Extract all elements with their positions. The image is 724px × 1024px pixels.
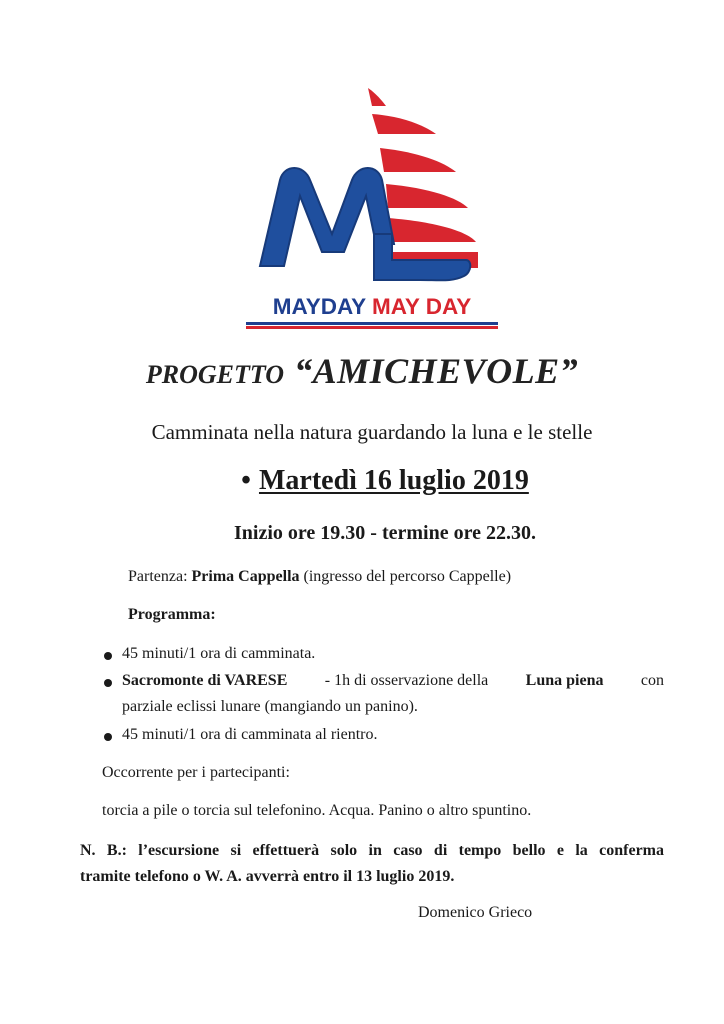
subtitle: Camminata nella natura guardando la luna e le stelle: [151, 420, 593, 444]
note-line-1: N. B.: l’escursione si effettuerà solo in caso di tempo bello e la conferma: [80, 842, 664, 859]
program-item-2-end: con: [640, 672, 664, 689]
title-prefix: PROGETTO: [145, 360, 285, 389]
program-item-2-place: Sacromonte di VARESE: [122, 672, 288, 689]
logo-word-red: MAY DAY: [372, 294, 472, 319]
bullet-2: [104, 679, 112, 687]
note-line-2: tramite telefono o W. A. avverrà entro il 13 luglio 2019.: [80, 868, 455, 885]
logo-word-blue: MAYDAY: [272, 294, 366, 319]
supplies-heading: Occorrente per i partecipanti:: [102, 764, 290, 781]
date-bullet: •: [241, 465, 251, 496]
departure-place: Prima Cappella: [191, 568, 300, 585]
signature: Domenico Grieco: [418, 904, 533, 921]
title-name: “AMICHEVOLE”: [294, 351, 579, 391]
program-item-3: 45 minuti/1 ora di camminata al rientro.: [122, 726, 378, 743]
mayday-logo: [240, 84, 510, 334]
program-item-2-moon: Luna piena: [525, 672, 604, 689]
event-date: [0, 465, 724, 497]
page-title: [0, 350, 724, 392]
program-item-1: 45 minuti/1 ora di camminata.: [122, 645, 316, 662]
program-item-2-line2: parziale eclissi lunare (mangiando un panino).: [122, 698, 418, 715]
program-item-2: [122, 672, 664, 690]
bullet-3: [104, 733, 112, 741]
departure-label: Partenza:: [128, 568, 188, 585]
logo-wordmark: [246, 294, 498, 320]
bullet-1: [104, 652, 112, 660]
departure-note: (ingresso del percorso Cappelle): [303, 568, 512, 585]
sail-logo-graphic: [240, 84, 510, 294]
logo-underline-red: [246, 326, 498, 329]
supplies-list: torcia a pile o torcia sul telefonino. Acqua. Panino o altro spuntino.: [102, 802, 532, 819]
program-item-2-mid: - 1h di osservazione della: [324, 672, 489, 689]
date-text: Martedì 16 luglio 2019: [258, 465, 529, 496]
departure-line: [128, 568, 511, 586]
logo-underline-blue: [246, 322, 498, 325]
event-hours: Inizio ore 19.30 - termine ore 22.30.: [234, 522, 536, 544]
program-heading: Programma:: [128, 606, 216, 623]
